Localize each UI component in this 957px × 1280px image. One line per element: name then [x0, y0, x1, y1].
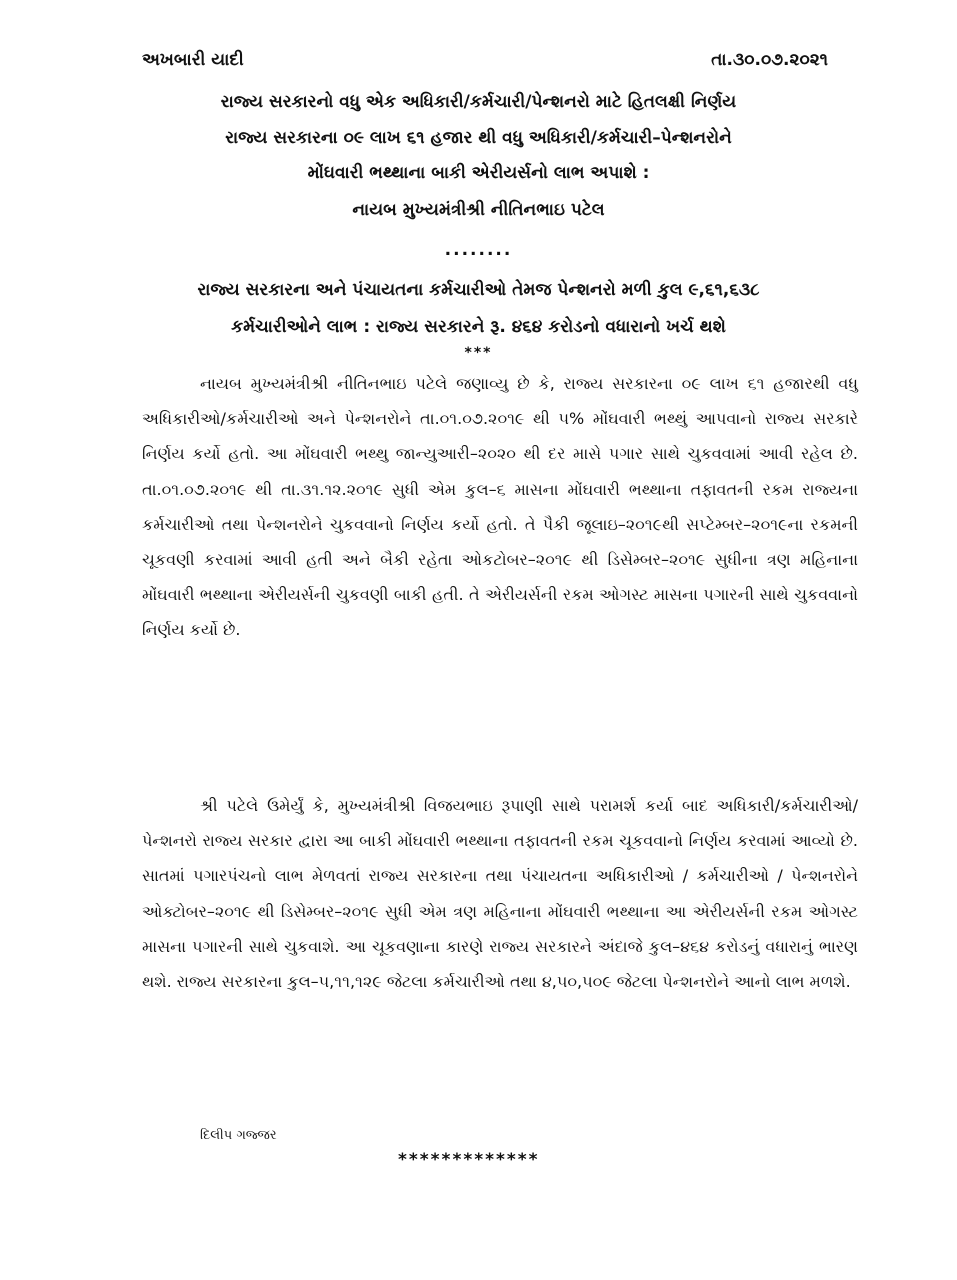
subheadline-line-1: રાજ્ય સરકારના અને પંચાયતના કર્મચારીઓ તેમજ પેન્શનરો મળી કુલ ૯,૬૧,૬૩૮ [197, 280, 760, 300]
end-stars: ************* [398, 1150, 540, 1170]
headline-line-4: નાયબ મુખ્યમંત્રીશ્રી નીતિનભાઇ પટેલ [352, 200, 605, 220]
headline-line-2: રાજ્ય સરકારના ૦૯ લાખ ૬૧ હજાર થી વધુ અધિકારી/કર્મચારી–પેન્શનરોને [225, 128, 732, 148]
press-release-label: અખબારી યાદી [142, 50, 244, 70]
dots-divider: ........ [444, 240, 513, 260]
release-date: તા.૩૦.૦૭.૨૦૨૧ [711, 50, 828, 70]
body-paragraph-2: શ્રી પટેલે ઉમેર્યું કે, મુખ્યમંત્રીશ્રી વિજયભાઇ રૂપાણી સાથે પરામર્શ કર્યા બાદ અધિકારી/કર્મચારીઓ/પેન્શનરો રાજ્ય સરકાર દ્વારા આ બાકી મોંઘવારી ભથ્થાના તફાવતની રકમ ચૂકવવાનો નિર્ણય કરવામાં આવ્યો છે. સાતમાં પગારપંચનો લાભ મેળવતાં રાજ્ય સરકારના તથા પંચાયતના અધિકારીઓ / કર્મચારીઓ / પેન્શનરોને ઓક્ટોબર–૨૦૧૯ થી ડિસેમ્બર–૨૦૧૯ સુધી એમ ત્રણ મહિનાના મોંઘવારી ભથ્થાના આ એરીયર્સની રકમ ઓગસ્ટ માસના પગારની સાથે ચુકવાશે. આ ચૂકવણાના કારણે રાજ્ય સરકારને અંદાજે કુલ–૪૬૪ કરોડનું વધારાનું ભારણ થશે. રાજ્ય સરકારના કુલ–૫,૧૧,૧૨૯ જેટલા કર્મચારીઓ તથા ૪,૫૦,૫૦૯ જેટલા પેન્શનરોને આનો લાભ મળશે. [142, 796, 858, 992]
header-row [142, 50, 828, 78]
stars-divider: *** [464, 345, 493, 361]
subheadline-line-2: કર્મચારીઓને લાભ : રાજ્ય સરકારને રૂ. ૪૬૪ કરોડનો વધારાનો ખર્ચ થશે [231, 317, 726, 337]
body-paragraph-1: નાયબ મુખ્યમંત્રીશ્રી નીતિનભાઇ પટેલે જણાવ્યુ છે કે, રાજ્ય સરકારના ૦૯ લાખ ૬૧ હજારથી વધુ અધિકારીઓ/કર્મચારીઓ અને પેન્શનરોને તા.૦૧.૦૭.૨૦૧૯ થી ૫% મોંઘવારી ભથ્થું આપવાનો રાજ્ય સરકારે નિર્ણય કર્યો હતો. આ મોંઘવારી ભથ્થુ જાન્યુઆરી–૨૦૨૦ થી દર માસે પગાર સાથે ચુકવવામાં આવી રહેલ છે. તા.૦૧.૦૭.૨૦૧૯ થી તા.૩૧.૧૨.૨૦૧૯ સુધી એમ કુલ–૬ માસના મોંઘવારી ભથ્થાના તફાવતની રકમ રાજ્યના કર્મચારીઓ તથા પેન્શનરોને ચુકવવાનો નિર્ણય કર્યો હતો. તે પૈકી જૂલાઇ–૨૦૧૯થી સપ્ટેમ્બર–૨૦૧૯ના રકમની ચૂકવણી કરવામાં આવી હતી અને બૈકી રહેતા ઓકટોબર–૨૦૧૯ થી ડિસેમ્બર–૨૦૧૯ સુધીના ત્રણ મહિનાના મોંઘવારી ભથ્થાના એરીયર્સની ચુકવણી બાકી હતી. તે એરીયર્સની રકમ ઓગસ્ટ માસના પગારની સાથે ચુકવવાનો નિર્ણય કર્યો છે. [142, 374, 858, 640]
signature: દિલીપ ગજ્જર [200, 1128, 277, 1143]
headline-line-3: મોંઘવારી ભથ્થાના બાકી એરીયર્સનો લાભ અપાશે : [307, 163, 650, 183]
headline-line-1: રાજ્ય સરકારનો વધુ એક અધિકારી/કર્મચારી/પેન્શનરો માટે હિતલક્ષી નિર્ણય [220, 92, 737, 112]
